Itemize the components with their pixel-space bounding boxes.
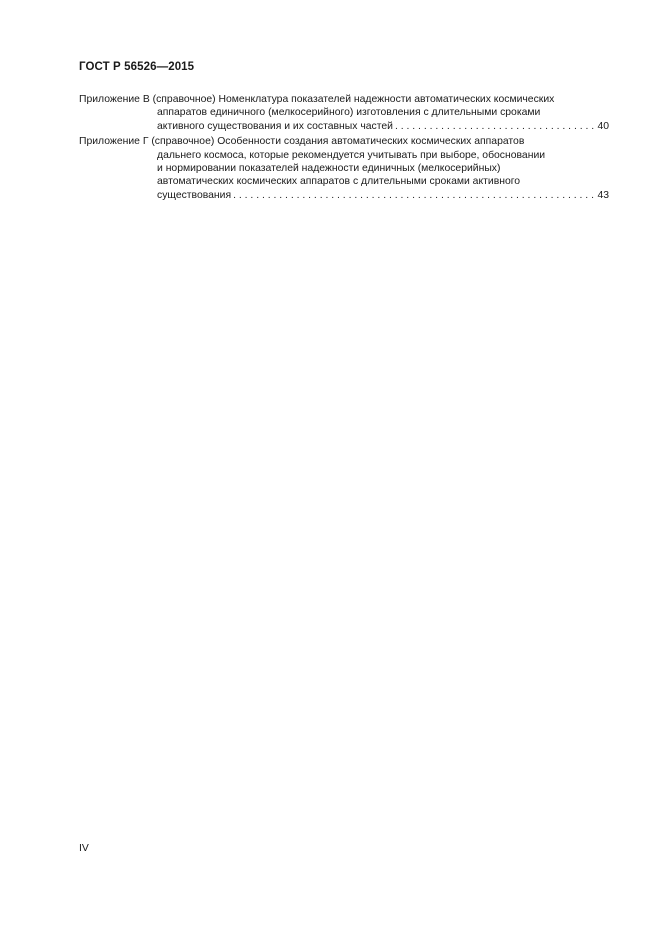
table-of-contents [79, 93, 609, 204]
document-code-header: ГОСТ Р 56526—2015 [79, 61, 195, 73]
toc-entry-line: аппаратов единичного (мелкосерийного) изготовления с длительными сроками [157, 107, 541, 119]
toc-entry-last-line [79, 189, 609, 202]
toc-entry-appendix-v[interactable] [79, 93, 609, 133]
toc-entry-line: и нормировании показателей надежности единичных (мелкосерийных) [157, 163, 501, 175]
toc-entry-line: автоматических космических аппаратов с длительными сроками активного [157, 176, 521, 188]
toc-entry-line: Приложение Г (справочное) Особенности создания автоматических космических аппаратов [79, 136, 525, 148]
dot-leader [233, 189, 595, 202]
toc-entry-appendix-g[interactable] [79, 135, 609, 202]
toc-entry-line: активного существования и их составных частей [157, 120, 393, 132]
toc-page-number: 40 [597, 120, 609, 132]
toc-page-number: 43 [597, 189, 609, 201]
toc-entry-last-line [79, 120, 609, 133]
toc-entry-line: существования [157, 189, 232, 201]
toc-entry-line: дальнего космоса, которые рекомендуется учитывать при выборе, обосновании [157, 149, 546, 161]
toc-entry-line: Приложение В (справочное) Номенклатура показателей надежности автоматических космических [79, 94, 555, 105]
page-number-footer: IV [79, 843, 89, 854]
dot-leader [395, 120, 595, 133]
